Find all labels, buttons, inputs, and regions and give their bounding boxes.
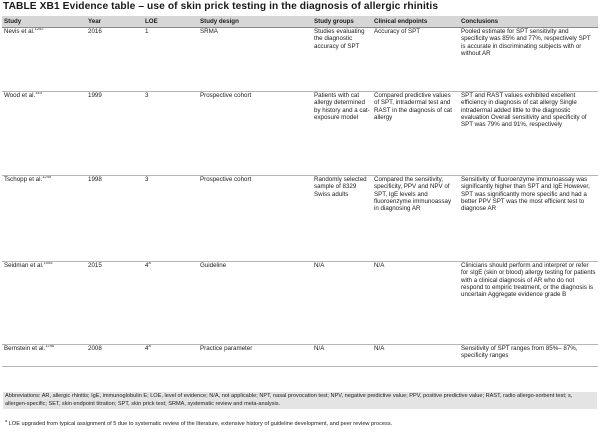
cell-endpoints: N/A xyxy=(372,262,459,345)
evidence-table xyxy=(2,16,598,367)
cell-conclusions: Sensitivity of SPT ranges from 85%– 87%, specificity ranges xyxy=(459,345,598,367)
cell-endpoints: Compared predictive values of SPT, intradermal test and RAST in the diagnosis of cat allergy xyxy=(372,92,459,176)
cell-endpoints: Accuracy of SPT xyxy=(372,28,459,92)
cell-year: 1999 xyxy=(86,92,143,176)
cell-year: 1998 xyxy=(86,176,143,262)
cell-loe: 1 xyxy=(143,28,198,92)
cell-conclusions: SPT and RAST values exhibited excellent efficiency in diagnosis of cat allergy Single intradermal added little to the diagnostic evaluation Overall sensitivity and specificity of SPT was 79% and 91%, respectively xyxy=(459,92,598,176)
header-loe: LOE xyxy=(143,16,198,28)
cell-endpoints: Compared the sensitivity, specificity, PPV and NPV of SPT, IgE levels and fluoroenzyme immunoassay in diagnosing AR xyxy=(372,176,459,262)
loe-footnote: $^a$ LOE upgraded from typical assignment of 5 due to systematic review of the literature, extensive history of guideline development, and peer review process. xyxy=(5,418,393,427)
cell-design: Prospective cohort xyxy=(198,176,312,262)
table-header-row xyxy=(2,16,598,28)
table-row xyxy=(2,345,598,367)
cell-design: SRMA xyxy=(198,28,312,92)
header-study-design: Study design xyxy=(198,16,312,28)
header-conclusions: Conclusions xyxy=(459,16,598,28)
cell-loe: 4$^a$ xyxy=(143,262,198,345)
table-row xyxy=(2,92,598,176)
abbreviations-note: Abbreviations: AR, allergic rhinitis; IgE, immunoglobulin E; LOE, level of evidence; N/A, not applicable; NPT, nasal provocation test; NPV, negative predictive value; PPV, positive predictive value; RAST, radio allergo-sorbent test; s, allergen-specific; SET, skin endpoint titration; SPT, skin prick test; SRMA, systematic review and meta-analysis. xyxy=(3,392,597,409)
cell-groups: Patients with cat allergy determined by history and a cat-exposure model xyxy=(312,92,372,176)
cell-groups: N/A xyxy=(312,345,372,367)
cell-loe: 3 xyxy=(143,92,198,176)
cell-design: Practice parameter xyxy=(198,345,312,367)
cell-groups: N/A xyxy=(312,262,372,345)
cell-design: Prospective cohort xyxy=(198,92,312,176)
cell-loe: 3 xyxy=(143,176,198,262)
cell-study: Wood et al.$^{143}$ xyxy=(2,92,86,176)
cell-groups: Studies evaluating the diagnostic accuracy of SPT xyxy=(312,28,372,92)
cell-design: Guideline xyxy=(198,262,312,345)
cell-conclusions: Clinicians should perform and interpret or refer for sIgE (skin or blood) allergy testing for patients with a clinical diagnosis of AR who do not respond to empiric treatment, or the diagnosis is uncertain Aggregate evidence grade B xyxy=(459,262,598,345)
table-row xyxy=(2,262,598,345)
cell-endpoints: N/A xyxy=(372,345,459,367)
cell-conclusions: Pooled estimate for SPT sensitivity and specificity was 85% and 77%, respectively SPT is accurate in discriminating subjects with or without AR xyxy=(459,28,598,92)
table-title: TABLE XB1 Evidence table – use of skin prick testing in the diagnosis of allergic rhinitis xyxy=(3,1,439,12)
cell-year: 2008 xyxy=(86,345,143,367)
table-row xyxy=(2,176,598,262)
cell-loe: 4$^a$ xyxy=(143,345,198,367)
cell-study: Seidman et al.$^{1005}$ xyxy=(2,262,86,345)
cell-conclusions: Sensitivity of fluoroenzyme immunoassay was significantly higher than SPT and IgE However, SPT was significantly more specific and had a better PPV SPT was the most efficient test to diagnose AR xyxy=(459,176,598,262)
cell-year: 2016 xyxy=(86,28,143,92)
cell-study: Tschopp et al.$^{1249}$ xyxy=(2,176,86,262)
header-study: Study xyxy=(2,16,86,28)
table-row xyxy=(2,28,598,92)
cell-year: 2015 xyxy=(86,262,143,345)
cell-groups: Randomly selected sample of 8329 Swiss adults xyxy=(312,176,372,262)
header-study-groups: Study groups xyxy=(312,16,372,28)
cell-study: Nevis et al.$^{1252}$ xyxy=(2,28,86,92)
header-clinical-endpoints: Clinical endpoints xyxy=(372,16,459,28)
cell-study: Bernstein et al.$^{1246}$ xyxy=(2,345,86,367)
header-year: Year xyxy=(86,16,143,28)
